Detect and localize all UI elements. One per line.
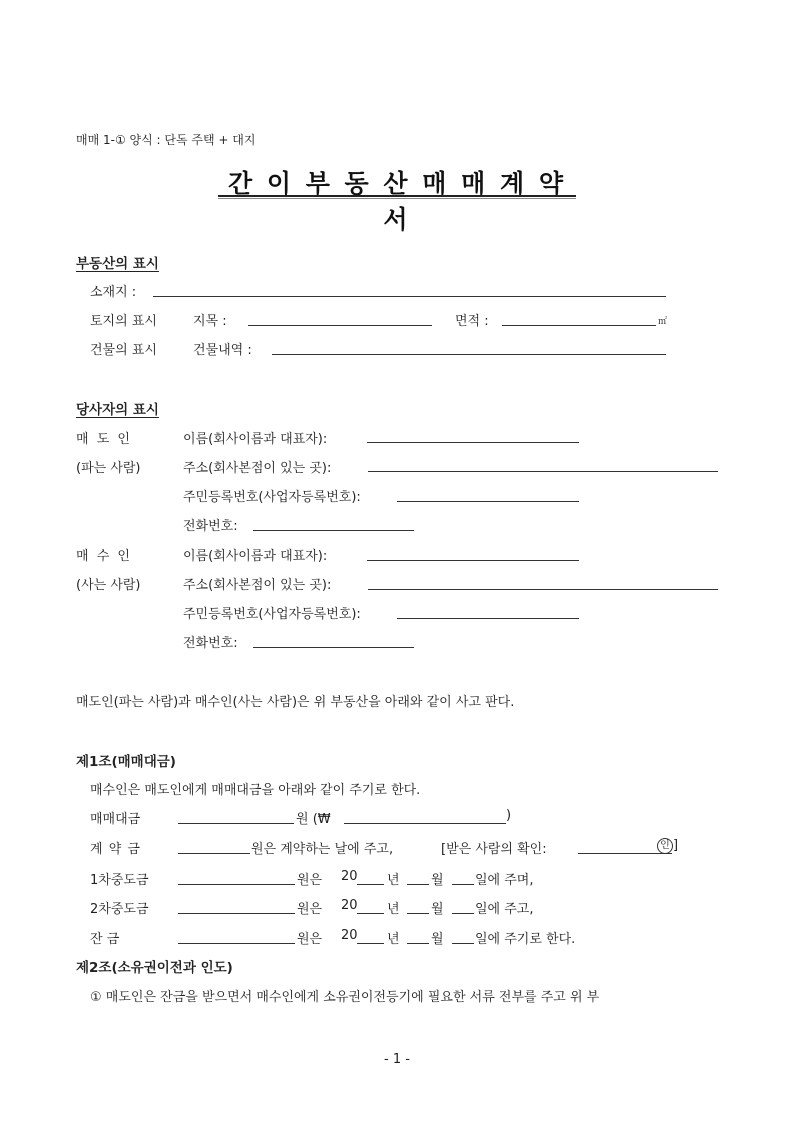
buyer-id-field[interactable]	[397, 618, 579, 619]
mid2-year-field[interactable]	[357, 913, 384, 914]
mid2-month-field[interactable]	[407, 913, 429, 914]
mid1-year-text: 년	[387, 873, 400, 888]
seller-id-field[interactable]	[397, 501, 579, 502]
balance-label: 잔 금	[90, 932, 120, 947]
buyer-name-label: 이름(회사이름과 대표자):	[183, 549, 328, 564]
land-category-field[interactable]	[248, 325, 432, 326]
seller-phone-field[interactable]	[253, 530, 414, 531]
land-label: 토지의 표시	[90, 314, 157, 329]
buyer-id-label: 주민등록번호(사업자등록번호):	[183, 607, 361, 622]
buyer-name-field[interactable]	[367, 560, 579, 561]
balance-year-text: 년	[387, 932, 400, 947]
location-field[interactable]	[153, 296, 666, 297]
title-underline	[218, 195, 576, 199]
receipt-close: ]	[673, 838, 679, 853]
mid1-month-text: 월	[431, 873, 444, 888]
document-title: 간 이 부 동 산 매 매 계 약 서	[228, 169, 566, 234]
balance-won-text: 원은	[297, 932, 323, 947]
mid1-year-field[interactable]	[357, 884, 384, 885]
seller-address-label: 주소(회사본점이 있는 곳):	[183, 461, 332, 476]
mid1-year-prefix: 20	[341, 869, 358, 884]
area-field[interactable]	[502, 325, 656, 326]
seal-mark: 인	[657, 838, 673, 854]
balance-year-field[interactable]	[357, 943, 384, 944]
article2-clause1: ① 매도인은 잔금을 받으면서 매수인에게 소유권이전등기에 필요한 서류 전부를 주고 위 부	[90, 990, 600, 1005]
deposit-text: 원은 계약하는 날에 주고,	[251, 842, 394, 857]
mid1-won-text: 원은	[297, 873, 323, 888]
balance-year-prefix: 20	[341, 928, 358, 943]
location-label: 소재지 :	[90, 285, 137, 300]
building-detail-field[interactable]	[272, 354, 666, 355]
land-category-label: 지목 :	[193, 314, 227, 329]
mid2-year-text: 년	[387, 902, 400, 917]
area-unit: ㎡	[658, 317, 668, 327]
seller-sub-label: (파는 사람)	[76, 461, 141, 476]
mid1-amount-field[interactable]	[178, 884, 295, 885]
mid2-month-text: 월	[431, 902, 444, 917]
buyer-phone-label: 전화번호:	[183, 636, 238, 651]
buyer-address-label: 주소(회사본점이 있는 곳):	[183, 578, 332, 593]
receipt-label: [받은 사람의 확인:	[441, 842, 547, 857]
mid2-label: 2차중도금	[90, 902, 149, 917]
balance-day-field[interactable]	[452, 943, 474, 944]
mid2-day-text: 일에 주고,	[475, 902, 534, 917]
price-won-text: 원 (₩	[296, 812, 331, 827]
buyer-phone-field[interactable]	[253, 647, 414, 648]
area-label: 면적 :	[455, 314, 489, 329]
seller-id-label: 주민등록번호(사업자등록번호):	[183, 490, 361, 505]
mid2-day-field[interactable]	[452, 913, 474, 914]
mid1-day-text: 일에 주며,	[475, 873, 534, 888]
mid1-label: 1차중도금	[90, 873, 149, 888]
mid1-day-field[interactable]	[452, 884, 474, 885]
mid2-year-prefix: 20	[341, 898, 358, 913]
balance-month-text: 월	[431, 932, 444, 947]
seller-address-field[interactable]	[368, 471, 718, 472]
price-number-field[interactable]	[344, 823, 506, 824]
property-heading: 부동산의 표시	[76, 256, 159, 272]
page-number: - 1 -	[384, 1052, 410, 1067]
agreement-text: 매도인(파는 사람)과 매수인(사는 사람)은 위 부동산을 아래와 같이 사고 판다.	[76, 695, 515, 710]
buyer-address-field[interactable]	[368, 589, 718, 590]
building-label: 건물의 표시	[90, 343, 157, 358]
price-close: )	[506, 808, 512, 823]
seller-name-label: 이름(회사이름과 대표자):	[183, 432, 328, 447]
balance-amount-field[interactable]	[178, 943, 295, 944]
mid1-month-field[interactable]	[407, 884, 429, 885]
building-detail-label: 건물내역 :	[193, 343, 252, 358]
balance-month-field[interactable]	[407, 943, 429, 944]
seller-phone-label: 전화번호:	[183, 519, 238, 534]
receipt-field[interactable]	[578, 853, 672, 854]
seller-label: 매 도 인	[76, 432, 132, 447]
deposit-field[interactable]	[178, 853, 250, 854]
article2-heading: 제2조(소유권이전과 인도)	[76, 960, 233, 976]
buyer-label: 매 수 인	[76, 549, 132, 564]
seller-name-field[interactable]	[367, 442, 579, 443]
form-type-label: 매매 1-① 양식 : 단독 주택 + 대지	[76, 133, 256, 147]
deposit-label: 계 약 금	[90, 842, 141, 857]
price-won-field[interactable]	[178, 823, 294, 824]
balance-day-text: 일에 주기로 한다.	[475, 932, 576, 947]
price-label: 매매대금	[90, 812, 141, 827]
article1-heading: 제1조(매매대금)	[76, 754, 176, 770]
parties-heading: 당사자의 표시	[76, 402, 159, 418]
buyer-sub-label: (사는 사람)	[76, 578, 141, 593]
mid2-amount-field[interactable]	[178, 913, 295, 914]
mid2-won-text: 원은	[297, 902, 323, 917]
article1-intro: 매수인은 매도인에게 매매대금을 아래와 같이 주기로 한다.	[90, 783, 421, 798]
